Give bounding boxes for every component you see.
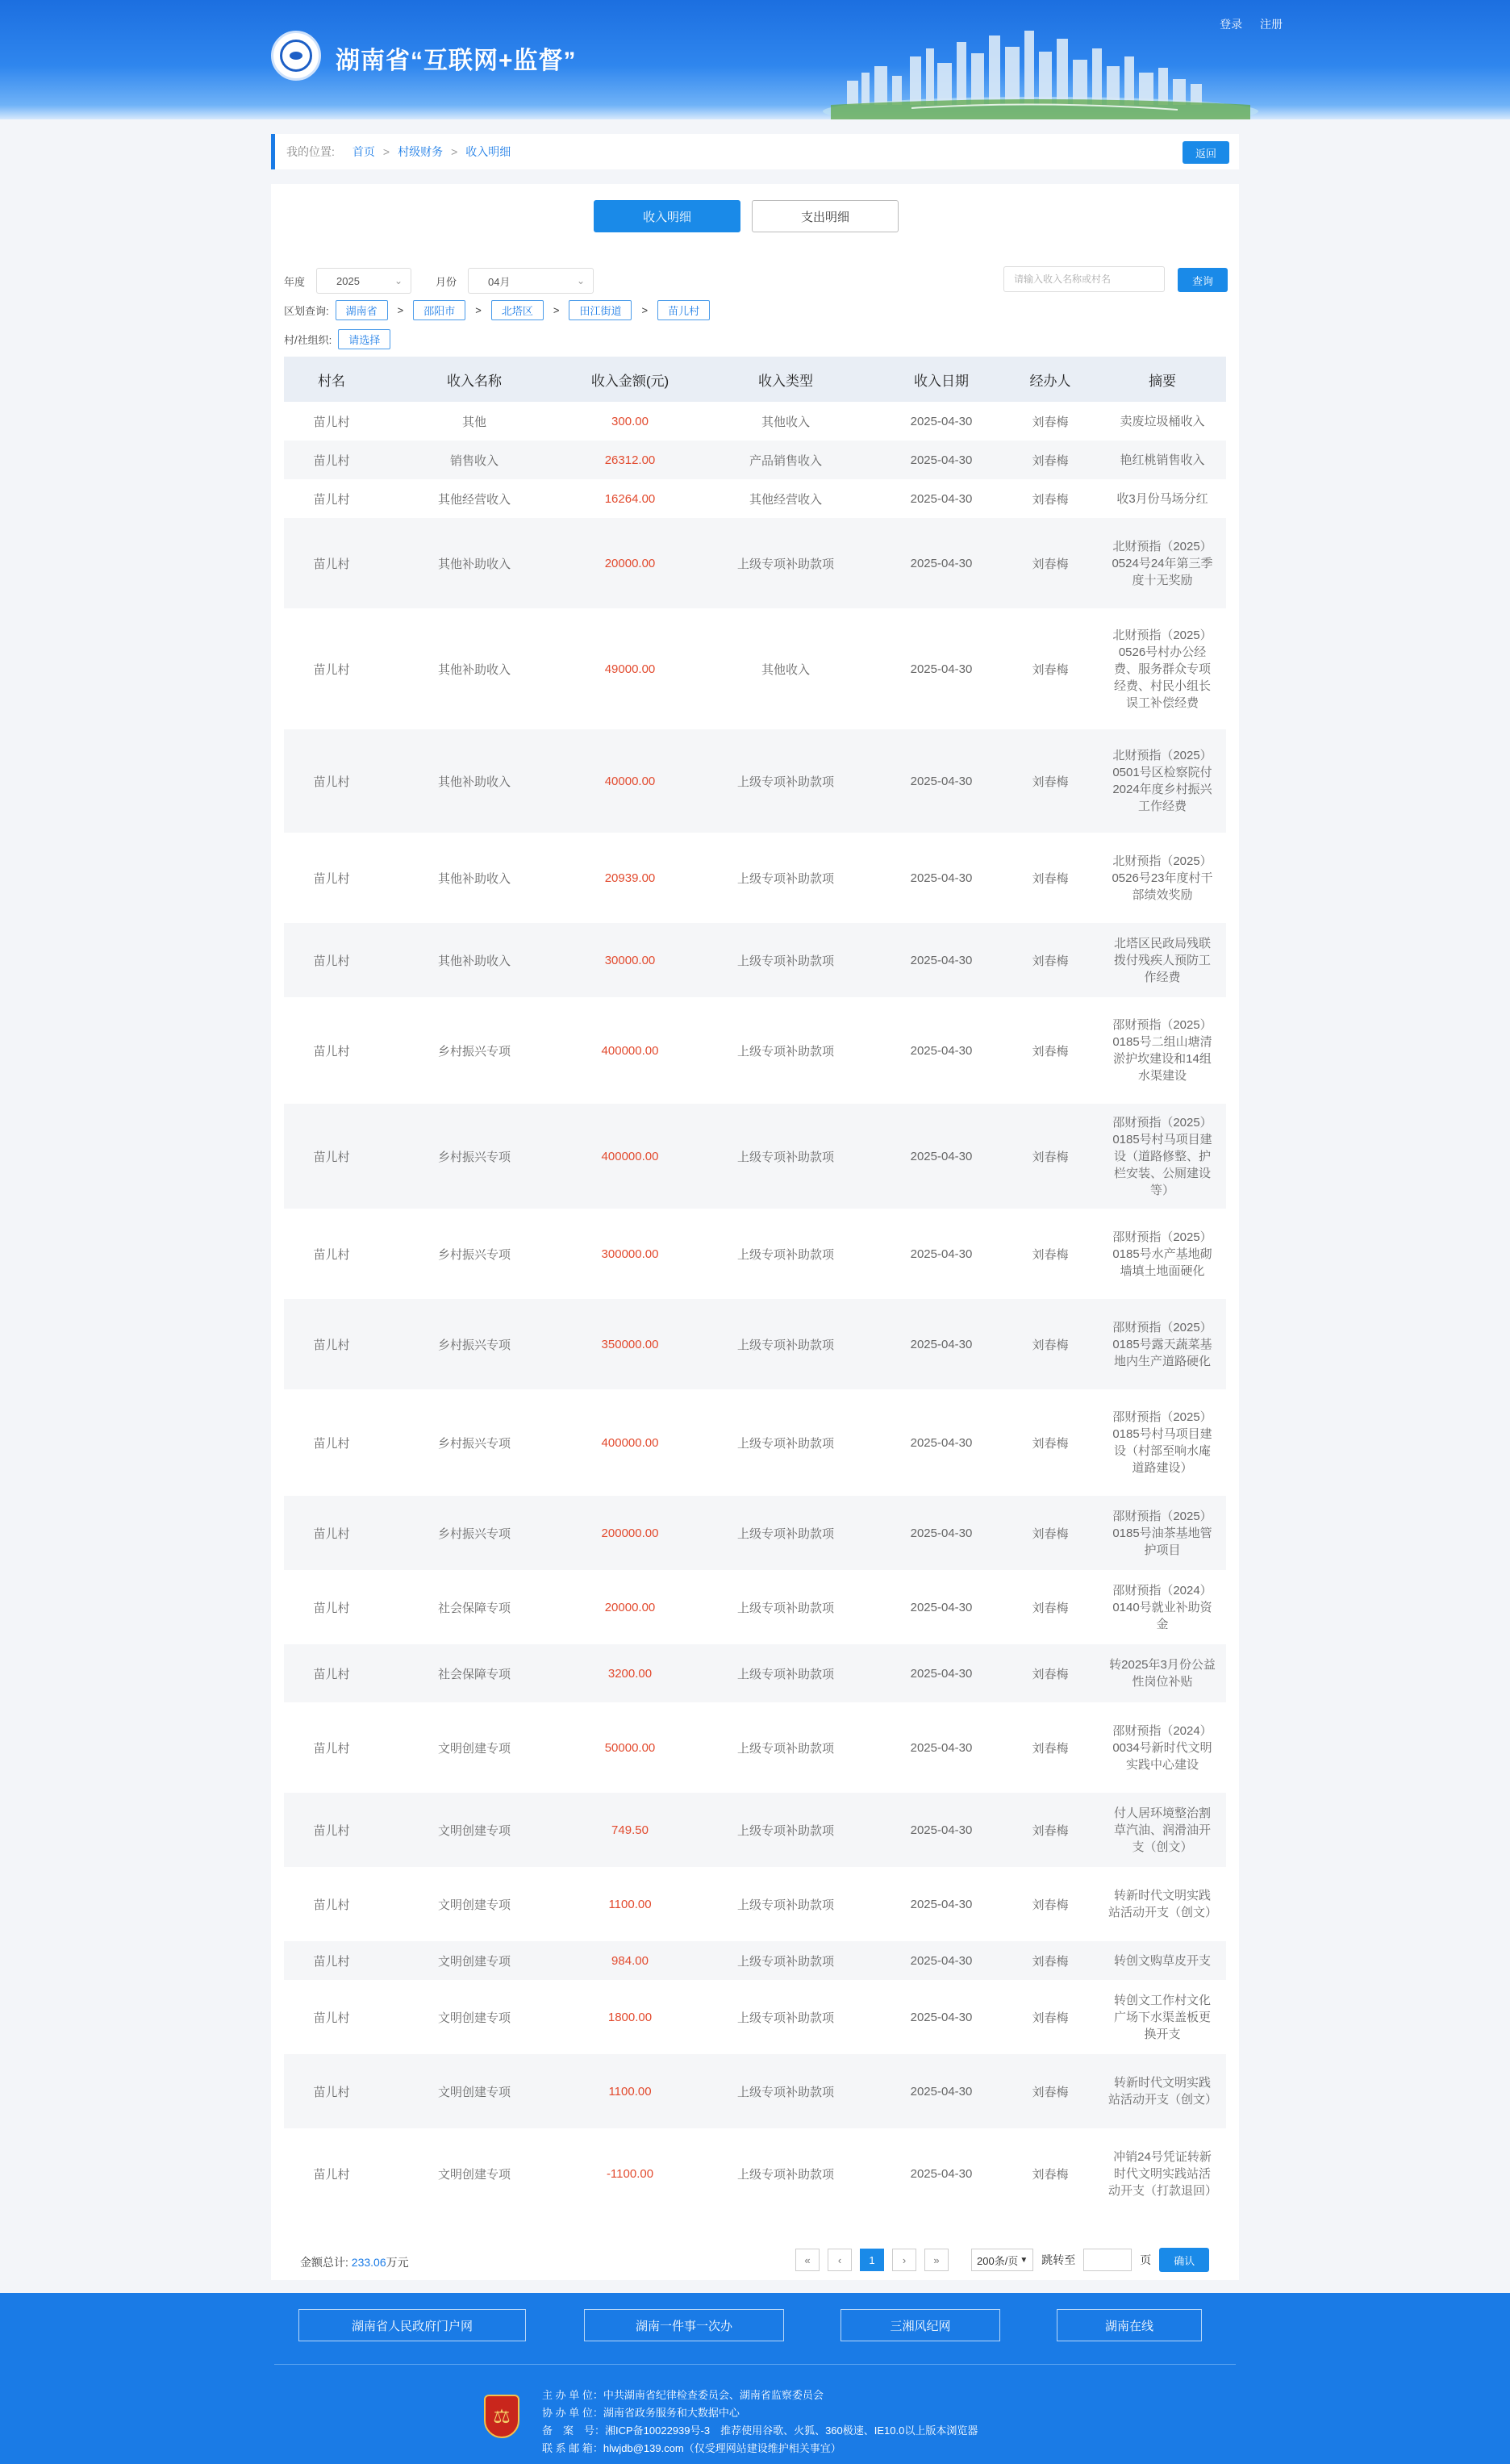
cell-amount: 400000.00 [569, 1104, 690, 1209]
tab-income-detail[interactable]: 收入明细 [594, 200, 740, 232]
cell-village: 苗儿村 [313, 2011, 350, 2025]
footer-contact: 联 系 邮 箱：hlwjdb@139.com（仅受理网站建设维护相关事宜） [542, 2442, 841, 2454]
register-link[interactable]: 注册 [1260, 18, 1283, 31]
cell-amount: -1100.00 [606, 2166, 654, 2181]
cell-handler: 刘春梅 [1002, 923, 1099, 997]
cell-amount: 49000.00 [604, 662, 656, 676]
cell-amount: 30000.00 [569, 923, 690, 997]
col-income-type: 收入类型 [690, 357, 881, 402]
cell-income-name: 文明创建专项 [379, 1941, 569, 1980]
footer-icp: 备 案 号：湘ICP备10022939号-3 推荐使用谷歌、火狐、360极速、IE10.0以上版本浏览器 [542, 2424, 978, 2437]
table-row [284, 441, 1226, 479]
cell-income-type: 上级专项补助款项 [690, 1941, 881, 1980]
filter-row-region [284, 295, 1228, 324]
cell-summary: 收3月份马场分红 [1116, 491, 1208, 506]
cell-income-type: 上级专项补助款项 [690, 729, 881, 833]
cell-handler: 刘春梅 [1032, 1044, 1069, 1059]
cell-amount: 50000.00 [604, 1740, 656, 1755]
footer-host: 主 办 单 位：中共湖南省纪律检查委员会、湖南省监察委员会 [542, 2389, 824, 2401]
col-date: 收入日期 [881, 357, 1002, 402]
table-row [284, 997, 1226, 1104]
cell-village: 苗儿村 [313, 1044, 350, 1059]
cell-handler: 刘春梅 [1002, 1104, 1099, 1209]
cell-amount: 984.00 [569, 1941, 690, 1980]
footer-link-one-thing[interactable]: 湖南一件事一次办 [584, 2309, 784, 2341]
table-row [284, 608, 1226, 729]
cell-village: 苗儿村 [284, 1941, 379, 1980]
region-street[interactable]: 田江街道 [569, 300, 632, 320]
cell-handler: 刘春梅 [1002, 441, 1099, 479]
month-label: 月份 [436, 275, 457, 288]
cell-summary: 卖废垃圾桶收入 [1120, 414, 1205, 428]
cell-date: 2025-04-30 [881, 1104, 1002, 1209]
footer-cohost: 协 办 单 位：湖南省政务服务和大数据中心 [542, 2407, 740, 2419]
detail-tabs [594, 200, 899, 232]
breadcrumb-income-detail[interactable]: 收入明细 [465, 145, 511, 158]
cell-summary: 转新时代文明实践站活动开支（创文） [1108, 1889, 1218, 1919]
cell-date: 2025-04-30 [881, 441, 1002, 479]
cell-handler: 刘春梅 [1032, 415, 1069, 429]
search-input[interactable] [1003, 266, 1165, 292]
cell-date: 2025-04-30 [910, 1740, 973, 1755]
jump-page-input[interactable] [1083, 2249, 1132, 2271]
cell-date: 2025-04-30 [910, 1247, 973, 1261]
cell-handler: 刘春梅 [1032, 492, 1069, 507]
cell-income-name: 文明创建专项 [437, 2167, 511, 2182]
cell-handler: 刘春梅 [1002, 2054, 1099, 2128]
table-footer [271, 2245, 1239, 2280]
cell-summary: 邵财预指（2025）0185号露天蔬菜基地内生产道路硬化 [1099, 1299, 1226, 1389]
breadcrumb [271, 134, 1239, 169]
cell-handler: 刘春梅 [1032, 1741, 1069, 1756]
col-income-name: 收入名称 [379, 357, 569, 402]
cell-income-type: 上级专项补助款项 [736, 1601, 834, 1615]
cell-income-type: 上级专项补助款项 [690, 1496, 881, 1570]
region-arrow: > [553, 303, 560, 316]
cell-handler: 刘春梅 [1002, 1644, 1099, 1702]
cell-income-name: 乡村振兴专项 [379, 1104, 569, 1209]
cell-summary: 转2025年3月份公益性岗位补贴 [1099, 1644, 1226, 1702]
table-row [284, 1570, 1226, 1644]
footer-link-sanxiang[interactable]: 三湘风纪网 [841, 2309, 1000, 2341]
cell-handler: 刘春梅 [1002, 518, 1099, 608]
next-page-button[interactable]: › [892, 2249, 916, 2271]
table-row [284, 923, 1226, 997]
year-select[interactable] [316, 268, 411, 294]
cell-handler: 刘春梅 [1032, 1601, 1069, 1615]
cell-amount: 1800.00 [607, 2010, 653, 2024]
cell-village: 苗儿村 [284, 518, 379, 608]
cell-income-type: 上级专项补助款项 [736, 1436, 834, 1451]
col-handler: 经办人 [1002, 357, 1099, 402]
cell-amount: 400000.00 [601, 1043, 659, 1058]
table-row [284, 2128, 1226, 2219]
cell-summary: 北塔区民政局残联拨付残疾人预防工作经费 [1099, 923, 1226, 997]
footer-info [542, 2387, 978, 2458]
cell-handler: 刘春梅 [1002, 1793, 1099, 1867]
cell-amount: 20000.00 [604, 1600, 656, 1614]
cell-handler: 刘春梅 [1032, 871, 1069, 886]
breadcrumb-separator: > [451, 145, 458, 158]
first-page-button[interactable]: « [795, 2249, 820, 2271]
cell-summary: 邵财预指（2025）0185号村马项目建设（村部至响水庵道路建设） [1112, 1410, 1212, 1475]
table-row [284, 1299, 1226, 1389]
cell-summary: 北财预指（2025）0501号区检察院付2024年度乡村振兴工作经费 [1099, 729, 1226, 833]
cell-summary: 转创文工作村文化广场下水渠盖板更换开支 [1113, 1993, 1211, 2041]
cell-income-name: 其他补助收入 [437, 662, 511, 677]
chevron-down-icon: ⌄ [394, 275, 403, 286]
cell-date: 2025-04-30 [910, 1043, 973, 1058]
cell-income-type: 上级专项补助款项 [690, 1104, 881, 1209]
cell-amount: 20939.00 [604, 871, 656, 885]
cell-date: 2025-04-30 [881, 1793, 1002, 1867]
breadcrumb-separator: > [382, 145, 390, 158]
cell-amount: 26312.00 [569, 441, 690, 479]
cell-income-name: 乡村振兴专项 [437, 1247, 511, 1262]
cell-income-type: 上级专项补助款项 [690, 923, 881, 997]
cell-handler: 刘春梅 [1032, 2011, 1069, 2025]
region-arrow: > [641, 303, 649, 316]
region-city[interactable]: 邵阳市 [413, 300, 465, 320]
cell-date: 2025-04-30 [910, 662, 973, 676]
cell-village: 苗儿村 [284, 729, 379, 833]
cell-amount: 1100.00 [569, 2054, 690, 2128]
region-district[interactable]: 北塔区 [491, 300, 544, 320]
cell-income-type: 上级专项补助款项 [736, 1247, 834, 1262]
cell-income-type: 上级专项补助款项 [690, 1299, 881, 1389]
cell-income-type: 上级专项补助款项 [736, 2011, 834, 2025]
cell-village: 苗儿村 [284, 923, 379, 997]
cell-income-type: 上级专项补助款项 [690, 1644, 881, 1702]
chevron-down-icon: ▼ [1020, 2255, 1028, 2265]
cell-summary: 北财预指（2025）0526号23年度村干部绩效奖励 [1112, 854, 1213, 902]
cell-income-type: 产品销售收入 [690, 441, 881, 479]
cell-date: 2025-04-30 [881, 2054, 1002, 2128]
cell-handler: 刘春梅 [1032, 662, 1069, 677]
breadcrumb-village-finance[interactable]: 村级财务 [398, 145, 444, 158]
discipline-emblem-icon: ⚖ [484, 2395, 519, 2438]
site-header [0, 0, 1510, 119]
cell-income-type: 其他经营收入 [749, 492, 822, 507]
cell-income-type: 上级专项补助款项 [736, 871, 834, 886]
back-button[interactable]: 返回 [1183, 141, 1229, 164]
cell-summary: 邵财预指（2024）0140号就业补助资金 [1112, 1583, 1212, 1631]
cell-income-type: 上级专项补助款项 [736, 1044, 834, 1059]
cell-income-type: 其他收入 [761, 662, 810, 677]
footer-link-gov-portal[interactable]: 湖南省人民政府门户网 [298, 2309, 526, 2341]
cell-summary: 艳红桃销售收入 [1099, 441, 1226, 479]
cell-date: 2025-04-30 [910, 1600, 973, 1614]
cell-handler: 刘春梅 [1002, 1299, 1099, 1389]
cell-date: 2025-04-30 [910, 2010, 973, 2024]
cell-amount: 40000.00 [569, 729, 690, 833]
cell-handler: 刘春梅 [1032, 2167, 1069, 2182]
site-footer [0, 2293, 1510, 2464]
table-row [284, 729, 1226, 833]
cell-village: 苗儿村 [313, 1247, 350, 1262]
page-size-select[interactable] [971, 2249, 1033, 2271]
cell-village: 苗儿村 [284, 2054, 379, 2128]
site-title[interactable]: 湖南省“互联网+监督” [336, 48, 577, 74]
cell-income-name: 文明创建专项 [437, 2011, 511, 2025]
table-row [284, 518, 1226, 608]
table-row [284, 1867, 1226, 1941]
prev-page-button[interactable]: ‹ [828, 2249, 852, 2271]
cell-income-name: 文明创建专项 [379, 2054, 569, 2128]
cell-date: 2025-04-30 [910, 414, 973, 428]
cell-income-name: 社会保障专项 [437, 1601, 511, 1615]
cell-date: 2025-04-30 [881, 518, 1002, 608]
table-row [284, 402, 1226, 441]
cell-income-name: 销售收入 [379, 441, 569, 479]
total-unit: 万元 [386, 2256, 409, 2269]
cell-amount: 300000.00 [601, 1247, 659, 1261]
cell-income-name: 其他补助收入 [437, 871, 511, 886]
tab-expense-detail[interactable]: 支出明细 [752, 200, 899, 232]
login-link[interactable]: 登录 [1220, 18, 1243, 31]
region-arrow: > [475, 303, 482, 316]
filter-row-date [284, 266, 1228, 295]
jump-label: 跳转至 [1041, 2253, 1076, 2266]
cell-summary: 邵财预指（2025）0185号村马项目建设（道路修整、护栏安装、公厕建设等） [1099, 1104, 1226, 1209]
chevron-down-icon: ⌄ [576, 275, 586, 286]
cell-village: 苗儿村 [284, 1104, 379, 1209]
cell-date: 2025-04-30 [881, 729, 1002, 833]
cell-summary: 转新时代文明实践站活动开支（创文） [1099, 2054, 1226, 2128]
table-row [284, 1104, 1226, 1209]
region-village[interactable]: 苗儿村 [657, 300, 710, 320]
breadcrumb-label: 我的位置: [286, 145, 335, 158]
cell-village: 苗儿村 [313, 2167, 350, 2182]
table-row [284, 1702, 1226, 1793]
table-row [284, 1496, 1226, 1570]
cell-amount: 749.50 [569, 1793, 690, 1867]
cell-date: 2025-04-30 [881, 923, 1002, 997]
cell-summary: 北财预指（2025）0524号24年第三季度十无奖励 [1099, 518, 1226, 608]
cell-village: 苗儿村 [313, 1741, 350, 1756]
cell-income-name: 乡村振兴专项 [437, 1436, 511, 1451]
footer-divider [274, 2364, 1236, 2365]
city-skyline-illustration [815, 24, 1266, 119]
cell-handler: 刘春梅 [1002, 1941, 1099, 1980]
search-button[interactable]: 查询 [1178, 268, 1228, 292]
cell-village: 苗儿村 [313, 871, 350, 886]
cell-summary: 付人居环境整治割草汽油、润滑油开支（创文） [1099, 1793, 1226, 1867]
cell-income-name: 其他经营收入 [437, 492, 511, 507]
cell-income-name: 其他 [461, 415, 486, 429]
cell-income-type: 上级专项补助款项 [690, 1793, 881, 1867]
cell-village: 苗儿村 [313, 662, 350, 677]
cell-income-name: 乡村振兴专项 [379, 1299, 569, 1389]
cell-income-name: 乡村振兴专项 [437, 1044, 511, 1059]
table-row [284, 1941, 1226, 1980]
cell-summary: 邵财预指（2025）0185号水产基地砌墙填土地面硬化 [1112, 1230, 1212, 1278]
cell-summary: 邵财预指（2025）0185号油茶基地管护项目 [1099, 1496, 1226, 1570]
site-logo-icon[interactable] [271, 31, 321, 81]
cell-village: 苗儿村 [313, 1436, 350, 1451]
cell-date: 2025-04-30 [910, 2166, 973, 2181]
region-label: 区划查询: [284, 304, 329, 317]
jump-confirm-button[interactable]: 确认 [1159, 2248, 1209, 2272]
cell-handler: 刘春梅 [1002, 1496, 1099, 1570]
col-summary: 摘要 [1099, 357, 1226, 402]
cell-income-name: 其他补助收入 [379, 923, 569, 997]
col-village: 村名 [284, 357, 379, 402]
org-select[interactable]: 请选择 [338, 329, 390, 349]
cell-income-name: 文明创建专项 [437, 1898, 511, 1912]
month-value: 04月 [488, 275, 511, 288]
cell-amount: 16264.00 [604, 491, 656, 506]
main-panel [271, 184, 1239, 2280]
cell-village: 苗儿村 [313, 1898, 350, 1912]
cell-summary: 北财预指（2025）0526号村办公经费、服务群众专项经费、村民小组长误工补偿经费 [1112, 628, 1212, 710]
year-value: 2025 [336, 274, 360, 287]
cell-village: 苗儿村 [313, 492, 350, 507]
cell-date: 2025-04-30 [881, 1496, 1002, 1570]
cell-handler: 刘春梅 [1002, 729, 1099, 833]
page-size-value: 200条/页 [977, 2254, 1019, 2267]
cell-income-name: 乡村振兴专项 [379, 1496, 569, 1570]
cell-handler: 刘春梅 [1032, 1247, 1069, 1262]
cell-amount: 1100.00 [608, 1897, 652, 1911]
footer-link-hunan-online[interactable]: 湖南在线 [1057, 2309, 1202, 2341]
cell-handler: 刘春梅 [1032, 1898, 1069, 1912]
cell-income-name: 社会保障专项 [379, 1644, 569, 1702]
region-province[interactable]: 湖南省 [336, 300, 388, 320]
total-value: 233.06 [351, 2256, 386, 2269]
table-row [284, 1644, 1226, 1702]
table-row [284, 1793, 1226, 1867]
month-select[interactable] [468, 268, 594, 294]
cell-date: 2025-04-30 [910, 491, 973, 506]
cell-amount: 400000.00 [601, 1435, 659, 1450]
cell-income-type: 上级专项补助款项 [736, 1898, 834, 1912]
total-label: 金额总计: [300, 2256, 348, 2269]
cell-summary: 邵财预指（2025）0185号二组山塘清淤护坎建设和14组水渠建设 [1112, 1018, 1212, 1083]
table-row [284, 479, 1226, 518]
cell-income-name: 文明创建专项 [379, 1793, 569, 1867]
cell-amount: 300.00 [611, 414, 649, 428]
cell-village: 苗儿村 [284, 1644, 379, 1702]
cell-income-type: 上级专项补助款项 [690, 2054, 881, 2128]
cell-village: 苗儿村 [284, 1299, 379, 1389]
total-amount [300, 2254, 409, 2270]
cell-income-name: 其他补助收入 [379, 729, 569, 833]
cell-amount: 20000.00 [569, 518, 690, 608]
cell-date: 2025-04-30 [881, 1644, 1002, 1702]
filter-area [284, 266, 1228, 353]
cell-amount: 350000.00 [569, 1299, 690, 1389]
year-label: 年度 [284, 275, 306, 288]
cell-summary: 邵财预指（2024）0034号新时代文明实践中心建设 [1112, 1723, 1212, 1772]
cell-village: 苗儿村 [284, 441, 379, 479]
cell-income-type: 上级专项补助款项 [736, 1741, 834, 1756]
cell-summary: 转创文购草皮开支 [1099, 1941, 1226, 1980]
cell-village: 苗儿村 [284, 1496, 379, 1570]
cell-handler: 刘春梅 [1032, 1436, 1069, 1451]
cell-date: 2025-04-30 [881, 1299, 1002, 1389]
cell-date: 2025-04-30 [881, 1941, 1002, 1980]
cell-income-type: 上级专项补助款项 [736, 2167, 834, 2182]
table-row [284, 833, 1226, 923]
cell-amount: 200000.00 [569, 1496, 690, 1570]
income-table [284, 357, 1226, 2219]
pagination [795, 2248, 1209, 2272]
cell-summary: 冲销24号凭证转新时代文明实践站活动开支（打款退回） [1108, 2149, 1218, 2198]
region-arrow: > [397, 303, 404, 316]
cell-village: 苗儿村 [313, 1601, 350, 1615]
cell-village: 苗儿村 [284, 1793, 379, 1867]
table-row [284, 1389, 1226, 1496]
cell-income-name: 其他补助收入 [379, 518, 569, 608]
last-page-button[interactable]: » [924, 2249, 949, 2271]
filter-row-org [284, 324, 1228, 353]
cell-date: 2025-04-30 [910, 871, 973, 885]
org-label: 村/社组织: [284, 333, 332, 346]
cell-amount: 3200.00 [569, 1644, 690, 1702]
page-number-button[interactable]: 1 [860, 2249, 884, 2271]
cell-income-name: 文明创建专项 [437, 1741, 511, 1756]
table-row [284, 2054, 1226, 2128]
col-amount: 收入金额(元) [569, 357, 690, 402]
cell-date: 2025-04-30 [910, 1435, 973, 1450]
table-header-row [284, 357, 1226, 402]
cell-date: 2025-04-30 [910, 1897, 973, 1911]
breadcrumb-home[interactable]: 首页 [352, 145, 375, 158]
page-unit: 页 [1140, 2253, 1152, 2266]
table-row [284, 1209, 1226, 1299]
cell-village: 苗儿村 [313, 415, 350, 429]
cell-income-type: 其他收入 [761, 415, 810, 429]
table-row [284, 1980, 1226, 2054]
cell-income-type: 上级专项补助款项 [690, 518, 881, 608]
